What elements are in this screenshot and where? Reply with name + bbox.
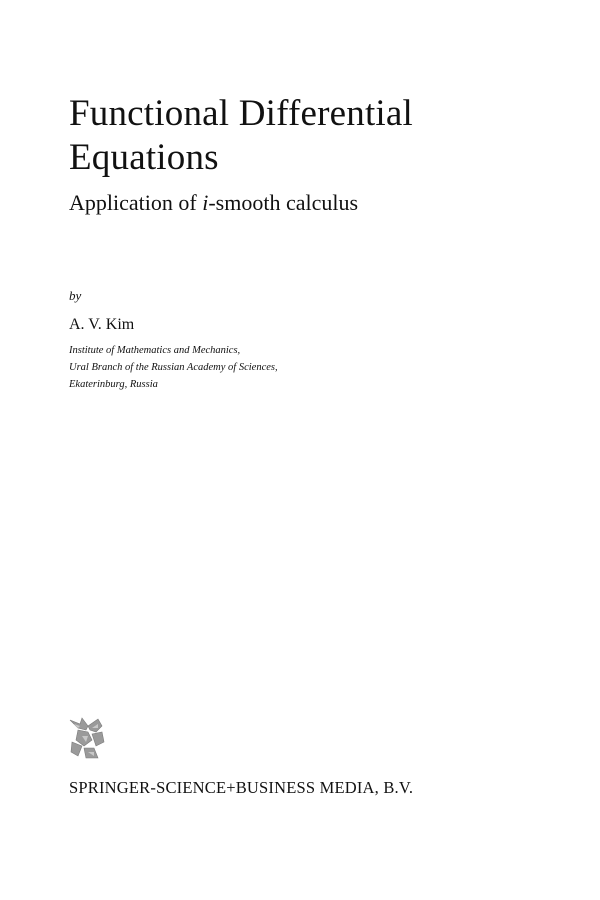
book-title-line-2: Equations	[69, 137, 219, 178]
by-label: by	[69, 288, 82, 303]
springer-knight-logo-icon	[68, 716, 106, 760]
author-name: A. V. Kim	[69, 316, 135, 333]
book-title-line-1: Functional Differential	[69, 93, 414, 134]
subtitle-italic-i: i	[202, 190, 209, 215]
affiliation-line-3: Ekaterinburg, Russia	[69, 379, 158, 390]
affiliation-line-1: Institute of Mathematics and Mechanics,	[69, 345, 241, 356]
book-subtitle	[69, 189, 358, 217]
subtitle-prefix: Application of	[69, 190, 203, 215]
author-affiliation	[69, 342, 278, 393]
affiliation-line-2: Ural Branch of the Russian Academy of Sciences,	[69, 362, 278, 373]
book-title	[69, 92, 413, 180]
subtitle-suffix: -smooth calculus	[208, 190, 359, 215]
publisher-name: SPRINGER-SCIENCE+BUSINESS MEDIA, B.V.	[69, 778, 414, 797]
